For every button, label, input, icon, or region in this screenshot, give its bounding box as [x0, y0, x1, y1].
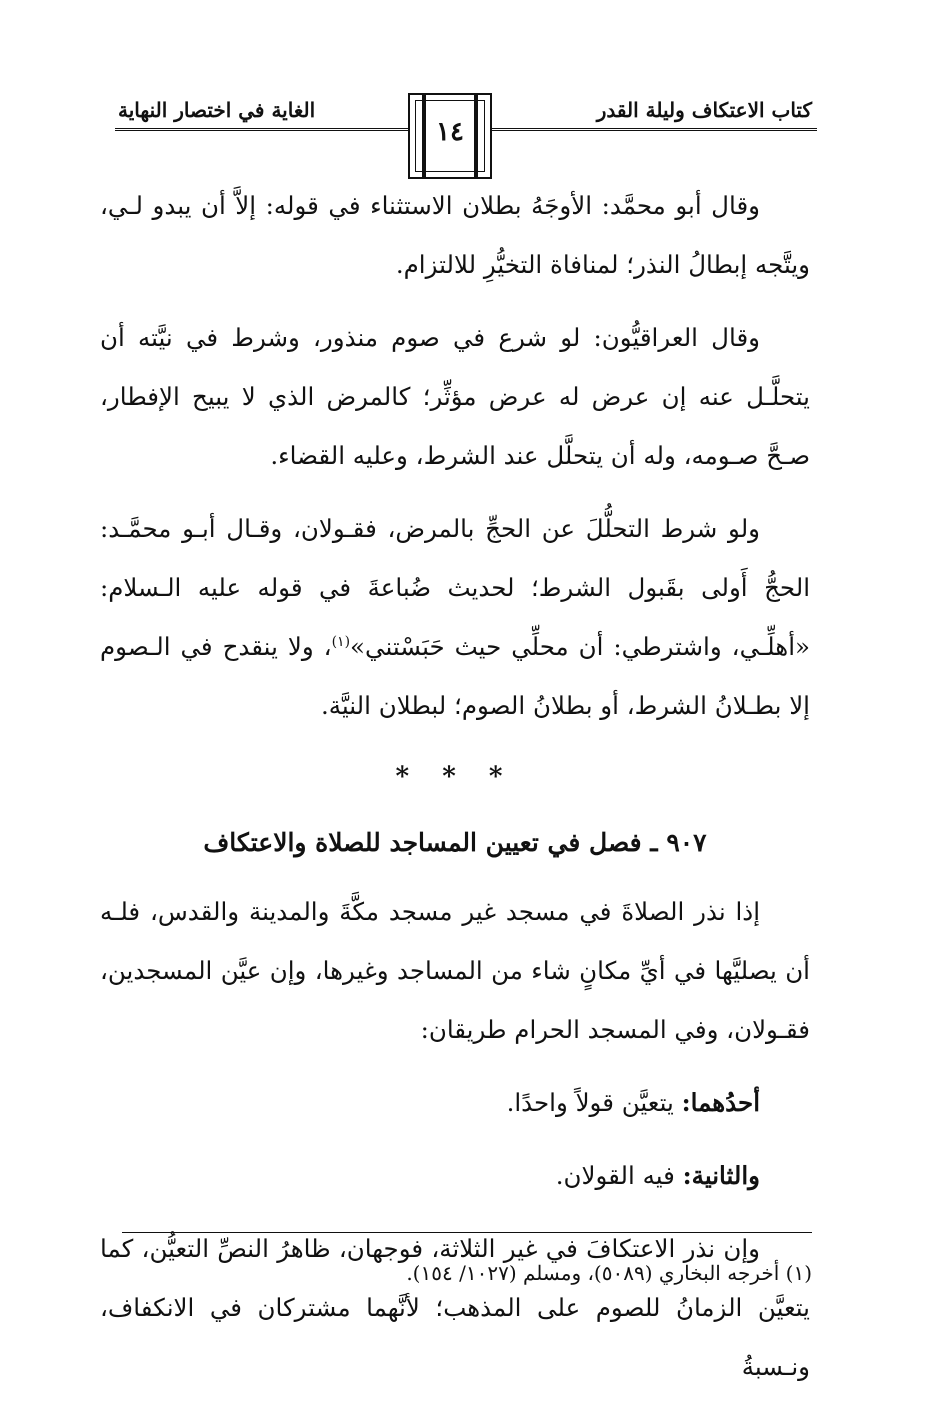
- paragraph-3-text-b: ، ولا ينقدح في الـصوم إلا بطـلانُ الشرط، أو بطلانُ الصوم؛ لبطلان النيَّة.: [100, 632, 810, 720]
- first-method-label: أحدُهما:: [681, 1088, 760, 1117]
- section-separator: * * *: [395, 762, 515, 792]
- paragraph-4: إذا نذر الصلاةَ في مسجد غير مسجد مكَّةَ والمدينة والقدس، فلـه أن يصليَّها في أيِّ مكانٍ شاء من المساجد وغيرها، وإن عيَّن المسجدين، فقـولان، وفي المسجد الحرام طريقان:: [100, 897, 810, 1044]
- paragraph-3-text-a: ولو شرط التحلُّلَ عن الحجِّ بالمرض، فقـولان، وقـال أبـو محمَّـد: الحجُّ أَولى بقَبول الشرط؛ لحديث ضُباعةَ في قوله عليه الـسلام: «أهلِّـي، واشترطي: أن محلِّي حيث حَبَسْتني»: [100, 514, 810, 661]
- paragraph-1: وقال أبو محمَّد: الأوجَهُ بطلان الاستثناء في قوله: إلاَّ أن يبدو لـي، ويتَّجه إبطالُ النذر؛ لمنافاة التخيُّرِ للالتزام.: [100, 191, 810, 279]
- page-number-frame: [408, 93, 492, 179]
- paragraph-second-method: [100, 1146, 810, 1205]
- second-method-text: فيه القولان.: [555, 1161, 683, 1190]
- paragraph-3: [100, 499, 810, 735]
- paragraph-5: وإن نذر الاعتكافَ في غير الثلاثة، فوجهان، ظاهرُ النصِّ التعيُّن، كما يتعيَّن الزمانُ للصوم على المذهب؛ لأنَّهما مشتركان في الانكفاف، ونـسبةُ: [100, 1234, 810, 1381]
- first-method-text: يتعيَّن قولاً واحدًا.: [506, 1088, 682, 1117]
- page-number: ١٤: [436, 117, 464, 147]
- paragraph-2: وقال العراقيُّون: لو شرع في صوم منذور، وشرط في نيَّته أن يتحلَّـل عنه إن عرض له عرض مؤثِّر؛ كالمرض الذي لا يبيح الإفطار، صـحَّ صـومه، وله أن يتحلَّل عند الشرط، وعليه القضاء.: [100, 323, 810, 470]
- footnote-rule: [122, 1232, 812, 1233]
- paragraph-first-method: [100, 1073, 810, 1132]
- running-header-chapter: كتاب الاعتكاف وليلة القدر: [596, 98, 812, 122]
- section-heading: ٩٠٧ ـ فصل في تعيين المساجد للصلاة والاعتكاف: [203, 828, 707, 857]
- footnote: (١) أخرجه البخاري (٥٠٨٩)، ومسلم (١٠٢٧/ ١٥٤).: [406, 1261, 812, 1285]
- second-method-label: والثانية:: [682, 1161, 760, 1190]
- running-header-book-title: الغاية في اختصار النهاية: [118, 98, 316, 122]
- main-text: [100, 176, 810, 1410]
- footnote-reference[interactable]: (١): [331, 633, 351, 650]
